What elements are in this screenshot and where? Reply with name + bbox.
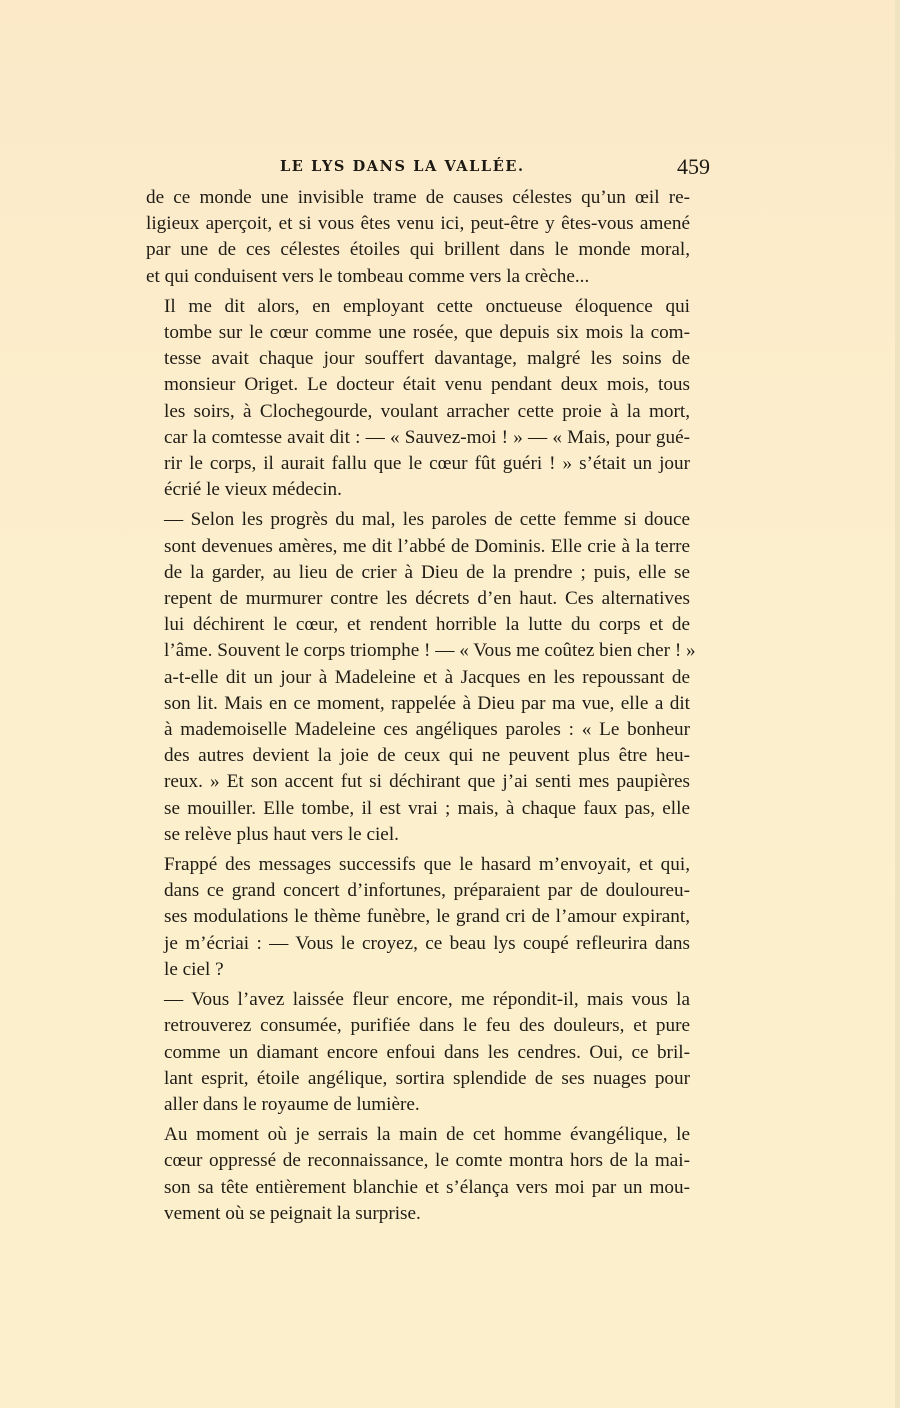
text-line: Frappé des messages successifs que le hasard m’envoyait, et qui, [164, 854, 690, 876]
text-line: vement où se peignait la surprise. [164, 1202, 421, 1224]
text-line: rir le corps, il aurait fallu que le cœur fût guéri ! » s’était un jour [164, 453, 690, 475]
text-line: lui déchirent le cœur, et rendent horrible la lutte du corps et de [164, 614, 690, 636]
paragraph-3 [146, 507, 696, 848]
text-line: car la comtesse avait dit : — « Sauvez-moi ! » — « Mais, pour gué- [164, 426, 690, 448]
paragraph-1 [146, 185, 690, 290]
text-line: se relève plus haut vers le ciel. [164, 823, 399, 845]
text-line: dans ce grand concert d’infortunes, préparaient par de douloureu- [164, 880, 690, 902]
text-line: son lit. Mais en ce moment, rappelée à Dieu par ma vue, elle a dit [164, 692, 690, 714]
text-line: de la garder, au lieu de crier à Dieu de la prendre ; puis, elle se [164, 561, 690, 583]
text-line: cœur oppressé de reconnaissance, le comte montra hors de la mai- [164, 1150, 690, 1172]
text-line: monsieur Origet. Le docteur était venu pendant deux mois, tous [164, 374, 690, 396]
text-line: ligieux aperçoit, et si vous êtes venu ici, peut-être y êtes-vous amené [146, 213, 690, 235]
text-line: aller dans le royaume de lumière. [164, 1093, 420, 1115]
text-line: — Vous l’avez laissée fleur encore, me répondit-il, mais vous la [164, 989, 690, 1011]
text-line: reux. » Et son accent fut si déchirant que j’ai senti mes paupières [164, 771, 690, 793]
text-line: tombe sur le cœur comme une rosée, que depuis six mois la com- [164, 322, 690, 344]
running-title: LE LYS DANS LA VALLÉE. [280, 158, 525, 175]
text-line: l’âme. Souvent le corps triomphe ! — « Vous me coûtez bien cher ! » [164, 640, 696, 662]
paragraph-4 [146, 852, 690, 983]
text-line: ses modulations le thème funèbre, le grand cri de l’amour expirant, [164, 906, 690, 928]
body-text [146, 185, 696, 1227]
text-line: et qui conduisent vers le tombeau comme vers la crèche... [146, 265, 590, 287]
text-line: par une de ces célestes étoiles qui brillent dans le monde moral, [146, 239, 690, 261]
paragraph-5 [146, 987, 690, 1118]
page-edge [895, 0, 900, 1408]
text-line: des autres devient la joie de ceux qui ne peuvent plus être heu- [164, 745, 690, 767]
text-line: — Selon les progrès du mal, les paroles de cette femme si douce [164, 509, 690, 531]
text-line: de ce monde une invisible trame de causes célestes qu’un œil re- [146, 187, 690, 208]
text-line: retrouverez consumée, purifiée dans le feu des douleurs, et pure [164, 1015, 690, 1037]
text-line: a-t-elle dit un jour à Madeleine et à Jacques en les repoussant de [164, 666, 690, 688]
running-head [140, 154, 710, 182]
paragraph-6 [146, 1122, 690, 1227]
text-line: sont devenues amères, me dit l’abbé de Dominis. Elle crie à la terre [164, 535, 690, 557]
text-line: Il me dit alors, en employant cette onctueuse éloquence qui [164, 295, 690, 317]
text-line: à mademoiselle Madeleine ces angéliques paroles : « Le bonheur [164, 719, 690, 741]
text-line: Au moment où je serrais la main de cet homme évangélique, le [164, 1124, 690, 1146]
text-line: se mouiller. Elle tombe, il est vrai ; mais, à chaque faux pas, elle [164, 797, 690, 819]
text-line: lant esprit, étoile angélique, sortira splendide de ses nuages pour [164, 1067, 690, 1089]
text-line: tesse avait chaque jour souffert davantage, malgré les soins de [164, 348, 690, 370]
text-line: les soirs, à Clochegourde, voulant arracher cette proie à la mort, [164, 400, 690, 422]
text-line: je m’écriai : — Vous le croyez, ce beau lys coupé refleurira dans [164, 932, 690, 954]
text-line: comme un diamant encore enfoui dans les cendres. Oui, ce bril- [164, 1041, 690, 1063]
page-number: 459 [677, 154, 710, 179]
text-line: repent de murmurer contre les décrets d’en haut. Ces alternatives [164, 588, 690, 610]
text-line: son sa tête entièrement blanchie et s’élança vers moi par un mou- [164, 1176, 690, 1198]
text-line: le ciel ? [164, 958, 224, 980]
paragraph-2 [146, 294, 690, 504]
text-line: écrié le vieux médecin. [164, 479, 342, 501]
